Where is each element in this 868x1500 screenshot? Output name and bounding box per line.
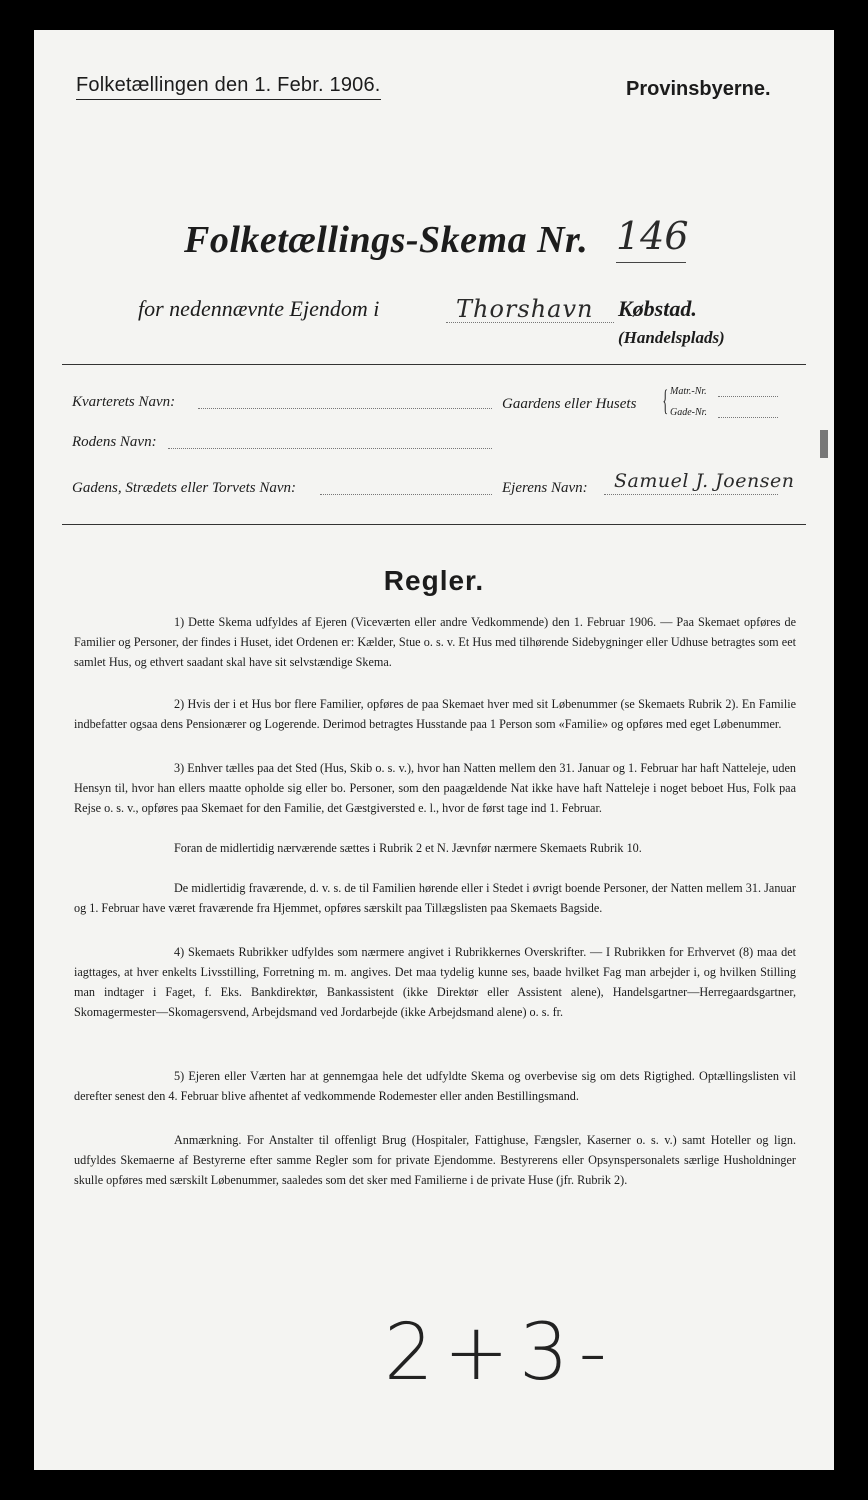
gade-name-field[interactable] <box>320 494 492 495</box>
subtitle-suffix: Købstad. <box>618 296 697 321</box>
gade-nr-label: Gade-Nr. <box>670 407 707 418</box>
form-number-line <box>616 262 686 263</box>
owner-name: Samuel J. Joensen <box>614 470 795 492</box>
matr-label: Matr.-Nr. <box>670 386 707 397</box>
rule-paragraph: 4) Skemaets Rubrikker udfyldes som nærmere angivet i Rubrikkernes Overskrifter. — I Rubrikken for Erhvervet (8) maa det iagttages, at hver enkelts Livsstilling, Forretning m. m. angives. Det maa tydelig kunne ses, baade hvilket Fag man arbejder i, og hvilken Stilling man indtager i Faget, f. Eks. Bankdirektør, Bankassistent (ikke Direktør eller Assistent alene), Handelsgartner—Herregaardsgartner, Skomagermester—Skomagersvend, Arbejdsmand ved Jordarbejde (ikke Arbejdsmand alene) o. s. fr. <box>74 945 796 1019</box>
matr-field[interactable] <box>718 396 778 397</box>
top-divider <box>62 364 806 365</box>
census-form-page <box>34 30 834 1470</box>
rode-field[interactable] <box>168 448 492 449</box>
gaard-label: Gaardens eller Husets <box>502 396 637 412</box>
town-name: Thorshavn <box>456 295 594 323</box>
town-line <box>446 322 614 323</box>
gade-name-label: Gadens, Strædets eller Torvets Navn: <box>72 480 297 496</box>
rule-paragraph: Foran de midlertidig nærværende sættes i Rubrik 2 et N. Jævnfør nærmere Skemaets Rubrik 10. <box>174 841 642 855</box>
rode-label: Rodens Navn: <box>72 434 157 450</box>
form-title: Folketællings-Skema Nr. <box>184 219 589 261</box>
annotation-paragraph: Anmærkning. For Anstalter til offenligt Brug (Hospitaler, Fattighuse, Fængsler, Kaserner o. s. v.) samt Hoteller og lign. udfyldes Skemaerne af Bestyrerne efter samme Regler som for private Ejendomme. Bestyrerens eller Opsynspersonalets særlige Husholdninger skulle opføres med særskilt Løbenummer, saaledes som det sker med Familierne i de private Huse (jfr. Rubrik 2). <box>74 1133 796 1187</box>
pencil-mark <box>820 430 828 458</box>
kvarter-field[interactable] <box>198 408 492 409</box>
ejer-label: Ejerens Navn: <box>502 480 588 496</box>
middle-divider <box>62 524 806 525</box>
handwritten-note: 2+3- <box>384 1308 617 1398</box>
region-label: Provinsbyerne. <box>626 78 771 100</box>
rule-paragraph: De midlertidig fraværende, d. v. s. de til Familien hørende eller i Stedet i øvrigt boende Personer, der Natten mellem 31. Januar og 1. Februar have været fraværende fra Hjemmet, opføres særskilt paa Tillægslisten paa Skemaets Bagside. <box>74 881 796 915</box>
rule-paragraph: 3) Enhver tælles paa det Sted (Hus, Skib o. s. v.), hvor han Natten mellem den 31. Januar og 1. Februar har haft Natteleje, uden Hensyn til, hvor han ellers maatte opholde sig eller bo. Personer, som den paagældende Nat ikke have haft Natteleje i noget beboet Hus, Folk paa Rejse o. s. v., opføres paa Skemaet for den Familie, det Gæstgiversted e. l., hvor de først tage ind 1. Februar. <box>74 761 796 815</box>
kvarter-label: Kvarterets Navn: <box>72 394 176 410</box>
subtitle-prefix: for nedennævnte Ejendom i <box>138 296 380 321</box>
gade-nr-field[interactable] <box>718 417 778 418</box>
form-number: 146 <box>616 214 689 258</box>
census-header-title: Folketællingen den 1. Febr. 1906. <box>76 74 381 100</box>
subtitle-note: (Handelsplads) <box>618 328 725 347</box>
rules-heading: Regler. <box>383 565 485 596</box>
rule-paragraph: 1) Dette Skema udfyldes af Ejeren (Viceværten eller andre Vedkommende) den 1. Februar 1906. — Paa Skemaet opføres de Familier og Personer, der findes i Huset, idet Ordenen er: Kælder, Stue o. s. v. Et Hus med tilhørende Sidebygninger eller Udhuse betragtes som eet samlet Hus, og ethvert saadant skal have sit selvstændige Skema. <box>74 615 796 669</box>
brace-icon: { <box>662 384 669 417</box>
rule-paragraph: 5) Ejeren eller Værten har at gennemgaa hele det udfyldte Skema og overbevise sig om dets Rigtighed. Optællingslisten vil derefter senest den 4. Februar blive afhentet af vedkommende Rodemester eller anden Bestillingsmand. <box>74 1069 796 1103</box>
rule-paragraph: 2) Hvis der i et Hus bor flere Familier, opføres de paa Skemaet hver med sit Løbenummer (se Skemaets Rubrik 2). En Familie indbefatter ogsaa dens Pensionærer og Logerende. Derimod betragtes Husstande paa 1 Person som «Familie» og opføres med eget Løbenummer. <box>74 697 796 731</box>
ejer-field[interactable] <box>604 494 778 495</box>
